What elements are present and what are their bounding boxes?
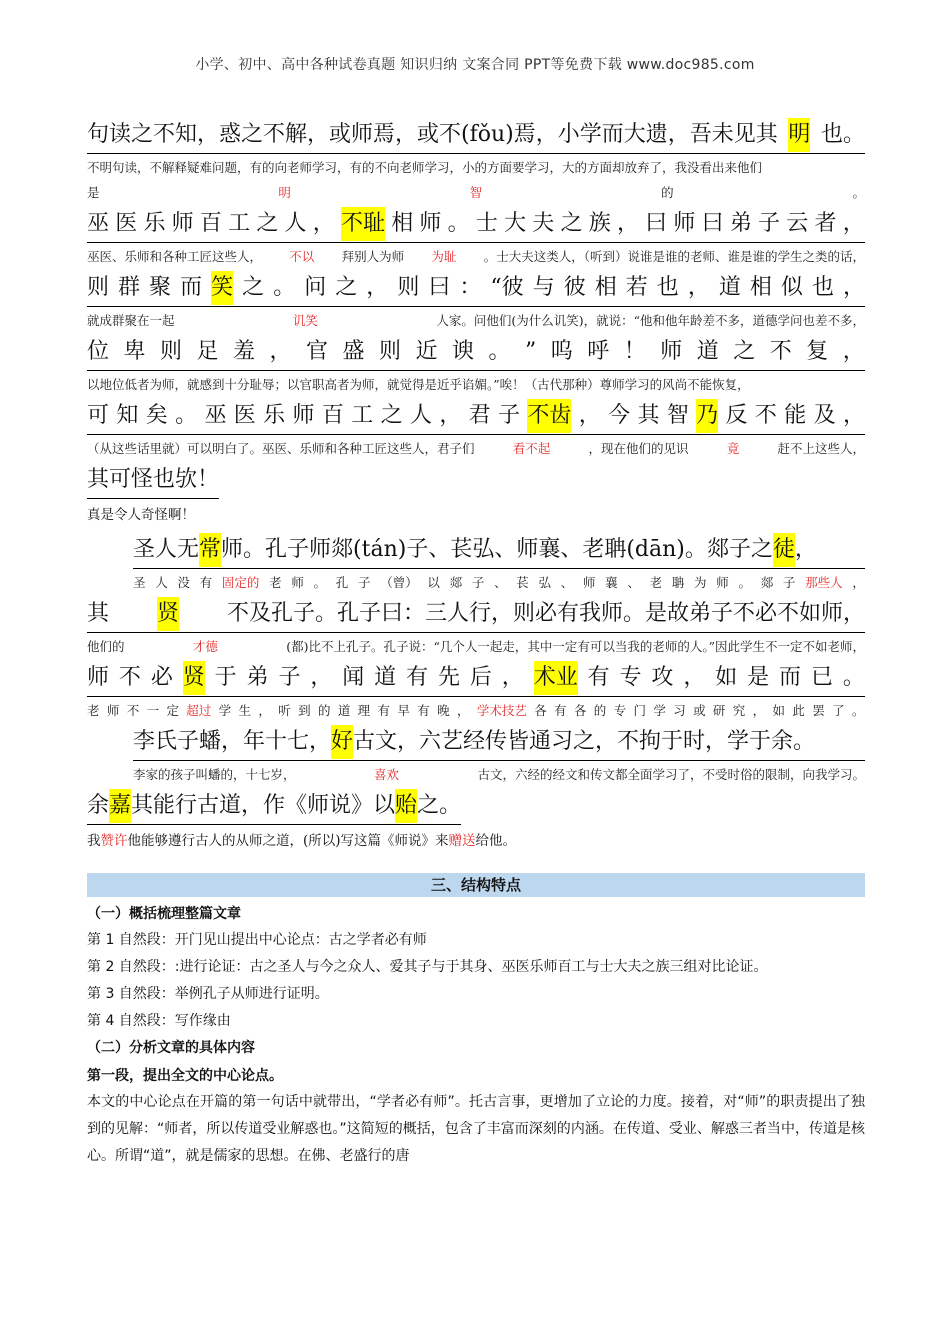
text-segment: 族 [588,211,611,236]
text-segment: （曾） [380,575,418,590]
text-segment: 师 [106,703,120,718]
text-segment: 其可怪也欤！ [87,467,220,492]
text-segment: 之 [380,403,403,428]
text-segment: 医 [115,211,138,236]
text-segment: 人 [155,575,168,590]
text-segment: ， [842,211,865,236]
text-segment: 也 [811,275,834,300]
text-segment: 巫 [204,403,227,428]
text-segment: 、 [494,575,507,590]
original-text-line [133,533,865,569]
highlighted-word: 常 [199,533,221,567]
highlighted-word: 徒 [773,533,795,567]
original-text-line [87,335,865,371]
text-segment: ， [842,275,865,300]
text-segment: 也。 [820,122,865,147]
text-segment: ， [439,403,462,428]
text-segment: ， [794,537,817,562]
text-segment: 究 [732,703,746,718]
red-annotation: 超过 [186,703,212,718]
text-segment: 。 [447,211,470,236]
text-segment: 的 [661,185,674,200]
text-segment: 就成群聚在一起 [87,313,175,328]
text-segment: 则 [397,275,420,300]
highlighted-word: 贤 [157,597,179,631]
red-annotation: 赞许 [100,833,128,849]
text-segment: 有 [587,665,610,690]
document-body [87,118,865,1170]
paragraph-summary-3: 第 3 自然段：举例孔子从师进行证明。 [87,986,329,1002]
highlighted-word: 嘉 [109,789,131,823]
text-segment: ， [578,403,601,428]
text-segment: 。 [488,339,511,364]
text-segment: (都)比不上孔子。孔子说：“几个人一起走，其中一定有可以当我的老师的人。”因此学生不一定不如老师， [286,639,865,654]
text-segment: ， [842,403,865,428]
text-segment: 其 [87,601,110,626]
text-segment: 若 [625,275,648,300]
text-segment: 专 [619,665,642,690]
text-segment: 各 [534,703,547,718]
text-segment: 子 [758,211,781,236]
text-segment: 专 [613,703,627,718]
text-segment: 以地位低者为师，就感到十分耻辱；以官职高者为师，就觉得是近乎谄媚。”唉！（古代那种）尊师学习的风尚不能恢复， [87,377,750,392]
text-segment: 反 [725,403,748,428]
text-segment: 群 [118,275,141,300]
text-segment: 相 [391,211,414,236]
text-segment: 巫医、乐师和各种工匠这些人， [87,249,263,264]
text-segment: 之 [335,275,358,300]
text-segment: 子 [471,575,485,590]
text-segment: 聚 [149,275,172,300]
text-segment: 有 [406,665,429,690]
text-segment: 之 [560,211,583,236]
text-segment: 师 [291,575,304,590]
highlighted-word: 笑 [211,271,233,305]
text-segment: 郯 [760,575,774,590]
text-segment: 彼 [563,275,586,300]
text-segment: 师 [716,575,729,590]
text-segment: 卑 [123,339,146,364]
text-segment: 官 [306,339,329,364]
translation-line [87,182,865,204]
text-segment: 知 [116,403,139,428]
text-segment: ， [842,339,865,364]
text-segment: 研 [712,703,726,718]
text-segment: 师 [171,211,194,236]
text-segment: 早 [397,703,410,718]
text-segment: 子 [278,665,301,690]
text-segment: ！ [623,339,646,364]
red-annotation: 不以 [289,249,315,264]
translation-line [87,246,865,268]
text-segment: 羞 [233,339,256,364]
text-segment: 师。孔子师郯(tán)子、苌弘、师襄、老聃(dān)。郯子之 [221,537,773,562]
text-segment: 不 [118,665,141,690]
text-segment: 可 [87,403,110,428]
text-segment: 今 [608,403,631,428]
text-segment: 晚 [437,703,450,718]
text-segment: 曰 [428,275,451,300]
red-annotation: 智 [469,185,483,200]
text-segment: 于 [214,665,237,690]
text-segment: 到 [298,703,311,718]
paragraph-summary-1: 第 1 自然段：开门见山提出中心论点：古之学者必有师 [87,932,427,948]
text-segment: 生 [238,703,252,718]
text-segment: 襄 [605,575,618,590]
text-segment: 以 [427,575,440,590]
text-segment: 余 [87,793,110,818]
text-segment: 矣 [145,403,168,428]
text-segment: 而 [779,665,802,690]
text-segment: 而 [180,275,203,300]
text-segment: 已 [810,665,833,690]
translation-line [87,438,865,460]
highlighted-word: 好 [331,725,353,759]
text-segment: 位 [87,339,110,364]
text-segment: 乐 [263,403,286,428]
text-segment: 各 [573,703,587,718]
text-segment: ： [459,275,482,300]
text-segment: 之 [733,339,756,364]
text-segment: 有 [199,575,213,590]
red-annotation: 才德 [192,639,218,654]
original-text-line [87,597,865,633]
paragraph-summary-4: 第 4 自然段：写作缘由 [87,1013,231,1029]
text-segment: 为 [694,575,707,590]
text-segment: 曰 [645,211,668,236]
text-segment: 真是令人奇怪啊！ [87,507,195,523]
text-segment: 苌 [516,575,529,590]
text-segment: 师 [673,211,696,236]
subheading-paragraph-one: 第一段，提出全文的中心论点。 [87,1068,283,1084]
text-segment: 子 [498,403,521,428]
text-segment: 谀 [452,339,475,364]
text-segment: 、 [560,575,574,590]
text-segment: 及 [813,403,836,428]
text-segment: ， [852,575,865,590]
highlighted-word: 不耻 [341,207,385,241]
text-segment: 此 [792,703,805,718]
text-segment: 他能够遵行古人的从师之道，(所以)写这篇《师说》来 [127,833,449,849]
highlighted-word: 明 [788,118,810,152]
text-segment: 。 [273,275,296,300]
text-segment: ， [752,703,766,718]
original-text-line [133,725,865,761]
text-segment: 医 [233,403,256,428]
text-segment: 与 [532,275,555,300]
text-segment: 有 [417,703,430,718]
text-segment: 。 [738,575,751,590]
text-segment: 工 [351,403,374,428]
red-annotation: 喜欢 [373,767,399,782]
text-segment: ， [456,703,470,718]
text-segment: ， [258,703,271,718]
text-segment: 。 [313,575,327,590]
text-segment: 圣人无 [133,537,200,562]
highlighted-word: 不齿 [527,399,571,433]
text-segment: ，现在他们的见识 [588,441,689,456]
text-segment: 道 [337,703,351,718]
text-segment: 不及孔子。孔子曰：三人行，则必有我师。是故弟子不必不如师， [226,601,865,626]
text-segment: ， [312,211,335,236]
analysis-body: 本文的中心论点在开篇的第一句话中就带出，“学者必有师”。托古言事，更增加了立论的力度。接着，对“师”的职责提出了独到的见解：“师者，所以传道受业解惑也。”这简短的概括，包含了丰富而深刻的内涵。在传道、受业、解惑三者当中，传道是核心。所谓“道”，就是儒家的思想。在佛、老盛行的唐 [87,1094,865,1164]
text-segment: 赶不上这些人， [777,441,865,456]
original-text-line [87,118,865,154]
text-segment: 也 [656,275,679,300]
text-segment: 问 [304,275,327,300]
text-segment: 。 [175,403,198,428]
text-lines [87,118,865,853]
text-segment: 不明句读，不解释疑难问题，有的向老师学习，有的不向老师学习，小的方面要学习，大的方面却放弃了，我没看出来他们 [87,160,763,175]
text-segment: 则 [87,275,110,300]
text-segment: “彼 [490,275,524,300]
text-segment: 先 [437,665,460,690]
text-segment: 如 [715,665,738,690]
highlighted-word: 贻 [395,789,417,823]
text-segment: 习 [673,703,686,718]
highlighted-word: 乃 [696,399,718,433]
subheading-summary: （一）概括梳理整篇文章 [87,906,241,922]
original-text-line [87,207,865,243]
text-segment: 则 [160,339,183,364]
translation-line [87,764,865,786]
red-annotation: 看不起 [512,441,551,456]
text-segment: 呼 [587,339,610,364]
text-segment: 如 [772,703,786,718]
text-segment: 古文，六艺经传皆通习之，不拘于时，学于余。 [353,729,816,754]
text-segment: 智 [666,403,689,428]
text-segment: 郯 [449,575,463,590]
text-segment: ， [501,665,524,690]
translation-line [87,572,865,594]
text-segment: 我 [87,833,101,849]
text-segment: 李家的孩子叫蟠的，十七岁， [133,767,296,782]
text-segment: ， [269,339,292,364]
text-segment: 师 [87,665,110,690]
original-text-line [87,399,865,435]
text-segment: 。 [852,185,865,200]
text-segment: 盛 [342,339,365,364]
paragraph-summary-2: 第 2 自然段：:进行论证：古之圣人与今之众人、爱其子与于其身、巫医乐师百工与士大夫之族三组对比论证。 [87,959,768,975]
translation-line [87,829,865,853]
text-segment: 老 [269,575,282,590]
text-segment: 理 [357,703,371,718]
text-segment: 听 [278,703,291,718]
text-segment: 道 [374,665,397,690]
page-header: 小学、初中、高中各种试卷真题 知识归纳 文案合同 PPT等免费下载 www.doc985.com [195,57,755,73]
text-segment: 弟 [729,211,752,236]
text-segment: 夫 [532,211,555,236]
text-segment: 道 [718,275,741,300]
text-segment: 没 [177,575,190,590]
text-segment: 近 [415,339,438,364]
text-segment: 呜 [550,339,573,364]
text-segment: 能 [784,403,807,428]
text-segment: 工 [228,211,251,236]
text-segment: 乐 [143,211,166,236]
original-text-line [87,661,865,697]
text-segment: 则 [379,339,402,364]
text-segment: 君 [468,403,491,428]
text-segment: ， [687,275,710,300]
text-segment: （从这些话里就）可以明白了。巫医、乐师和各种工匠这些人，君子们 [87,441,475,456]
text-segment: 道 [696,339,719,364]
highlighted-word: 贤 [183,661,205,695]
text-segment: 百 [321,403,344,428]
text-segment: 者 [814,211,837,236]
translation-line [87,636,865,658]
text-segment: 大 [504,211,527,236]
red-annotation: 那些人 [805,575,843,590]
text-segment: 或 [693,703,706,718]
text-segment: 弘 [538,575,552,590]
text-segment: ， [616,211,639,236]
text-segment: 。 [842,665,865,690]
text-segment: 了 [832,703,845,718]
text-segment: 圣 [133,575,146,590]
subheading-analysis: （二）分析文章的具体内容 [87,1040,255,1056]
text-segment: 老 [649,575,663,590]
red-annotation: 赠送 [448,833,476,849]
text-segment: 之 [242,275,265,300]
text-segment: 不 [769,339,792,364]
text-segment: 后 [469,665,492,690]
text-segment: 弟 [246,665,269,690]
red-annotation: 学术技艺 [476,703,527,718]
red-annotation: 为耻 [431,249,457,264]
text-segment: 句读之不知，惑之不解，或师焉，或不(fǒu)焉，小学而大遗，吾未见其 [87,122,778,147]
red-annotation: 固定的 [221,575,260,590]
text-segment: 闻 [342,665,365,690]
text-segment: 足 [196,339,219,364]
original-text-line [87,789,461,825]
text-segment: 。士大夫这类人，（听到）说谁是谁的老师、谁是谁的学生之类的话， [483,249,865,264]
text-segment: 其 [637,403,660,428]
red-annotation: 讥笑 [292,313,318,328]
text-segment: 师 [292,403,315,428]
red-annotation: 竟 [726,441,740,456]
text-segment: 学 [218,703,232,718]
text-segment: 老 [87,703,100,718]
text-segment: 门 [633,703,646,718]
text-segment: 之 [256,211,279,236]
text-segment: 师 [660,339,683,364]
translation-line [87,374,865,396]
text-segment: 巫 [87,211,110,236]
text-segment: ” [525,339,537,364]
text-segment: 曰 [701,211,724,236]
text-segment: 学 [653,703,666,718]
text-segment: 。 [851,703,865,718]
text-segment: 子 [357,575,371,590]
text-segment: 之。 [417,793,462,818]
text-segment: 相 [749,275,772,300]
translation-line [87,700,865,722]
text-segment: 似 [780,275,803,300]
text-segment: 定 [166,703,179,718]
text-segment: 百 [199,211,222,236]
translation-line [87,310,865,332]
text-segment: 聃 [671,575,685,590]
original-text-line [87,463,219,499]
text-segment: 的 [317,703,331,718]
text-segment: 攻 [651,665,674,690]
text-segment: 复 [806,339,829,364]
text-segment: 人 [409,403,432,428]
text-segment: ， [366,275,389,300]
text-segment: ， [683,665,706,690]
text-segment: 相 [594,275,617,300]
text-segment: 的 [593,703,607,718]
text-segment: ， [310,665,333,690]
red-annotation: 明 [278,185,291,200]
text-segment: 是 [747,665,770,690]
translation-line [87,157,865,179]
text-segment: 罢 [812,703,825,718]
text-segment: 不 [754,403,777,428]
text-segment: 师 [582,575,596,590]
text-segment: 其能行古道，作《师说》以 [131,793,396,818]
text-segment: 必 [150,665,173,690]
text-segment: 孔 [335,575,349,590]
text-segment: 人 [284,211,307,236]
translation-line [87,503,865,527]
text-segment: 是 [87,185,100,200]
text-segment: 李氏子蟠，年十七， [133,729,332,754]
text-segment: 一 [146,703,160,718]
text-segment: 不 [126,703,140,718]
text-segment: 有 [377,703,391,718]
text-segment: 他们的 [87,639,125,654]
original-text-line [87,271,865,307]
text-segment: 古文，六经的经文和传文都全面学习了，不受时俗的限制，向我学习。 [477,767,865,782]
text-segment: 士 [475,211,498,236]
text-segment: 、 [627,575,640,590]
text-segment: 给他。 [475,833,517,849]
text-segment: 拜别人为师 [341,249,405,264]
text-segment: 子 [782,575,796,590]
text-segment: 云 [786,211,809,236]
text-segment: 师 [419,211,442,236]
text-segment: 有 [554,703,567,718]
text-segment: 人家。问他们(为什么讥笑)，就说：“他和他年龄差不多，道德学问也差不多， [436,313,865,328]
highlighted-word: 术业 [534,661,578,695]
section-title: 三、结构特点 [87,873,865,897]
